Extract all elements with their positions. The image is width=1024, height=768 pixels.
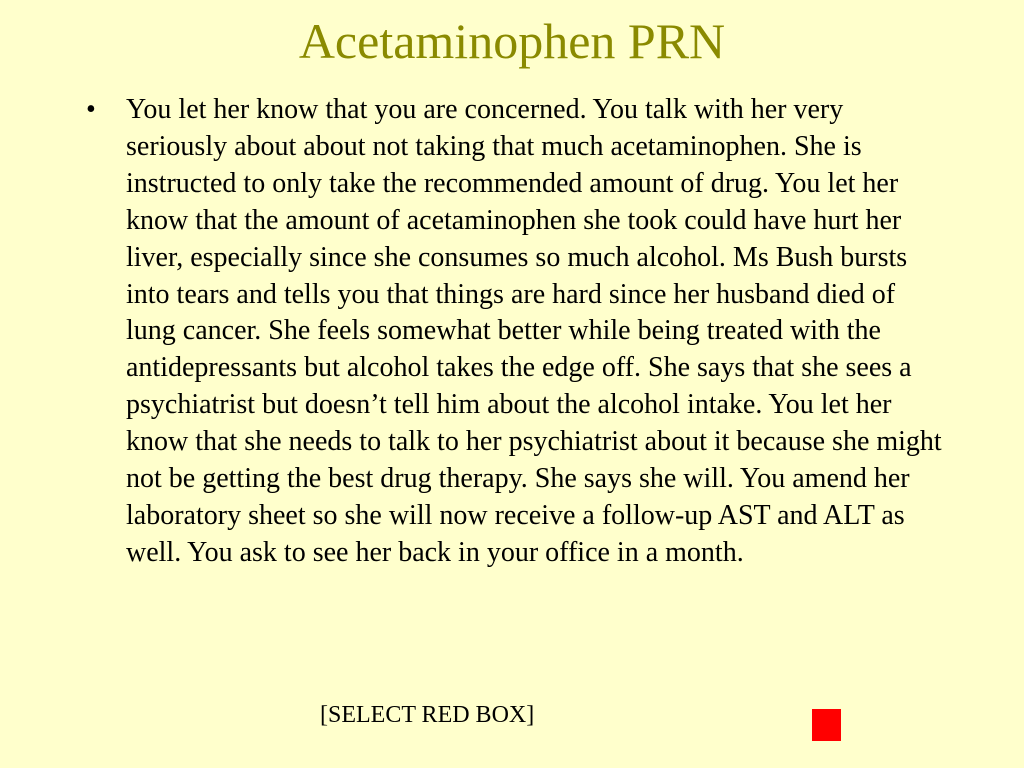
bullet-item xyxy=(86,92,946,572)
slide-title: Acetaminophen PRN xyxy=(298,13,726,69)
bullet-list xyxy=(86,92,946,572)
bullet-marker: • xyxy=(86,94,96,125)
red-box-button[interactable] xyxy=(812,709,841,741)
bullet-text: You let her know that you are concerned. You talk with her very seriously about about not taking that much acetaminophen. She is instructed to only take the recommended amount of drug. You let her know that the amount of acetaminophen she took could have hurt her liver, especially since she consumes so much alcohol. Ms Bush bursts into tears and tells you that things are hard since her husband died of lung cancer. She feels somewhat better while being treated with the antidepressants but alcohol takes the edge off. She says that she sees a psychiatrist but doesn’t tell him about the alcohol intake. You let her know that she needs to talk to her psychiatrist about it because she might not be getting the best drug therapy. She says she will. You amend her laboratory sheet so she will now receive a follow-up AST and ALT as well. You ask to see her back in your office in a month. xyxy=(126,94,942,568)
select-red-box-instruction: [SELECT RED BOX] xyxy=(320,702,535,728)
